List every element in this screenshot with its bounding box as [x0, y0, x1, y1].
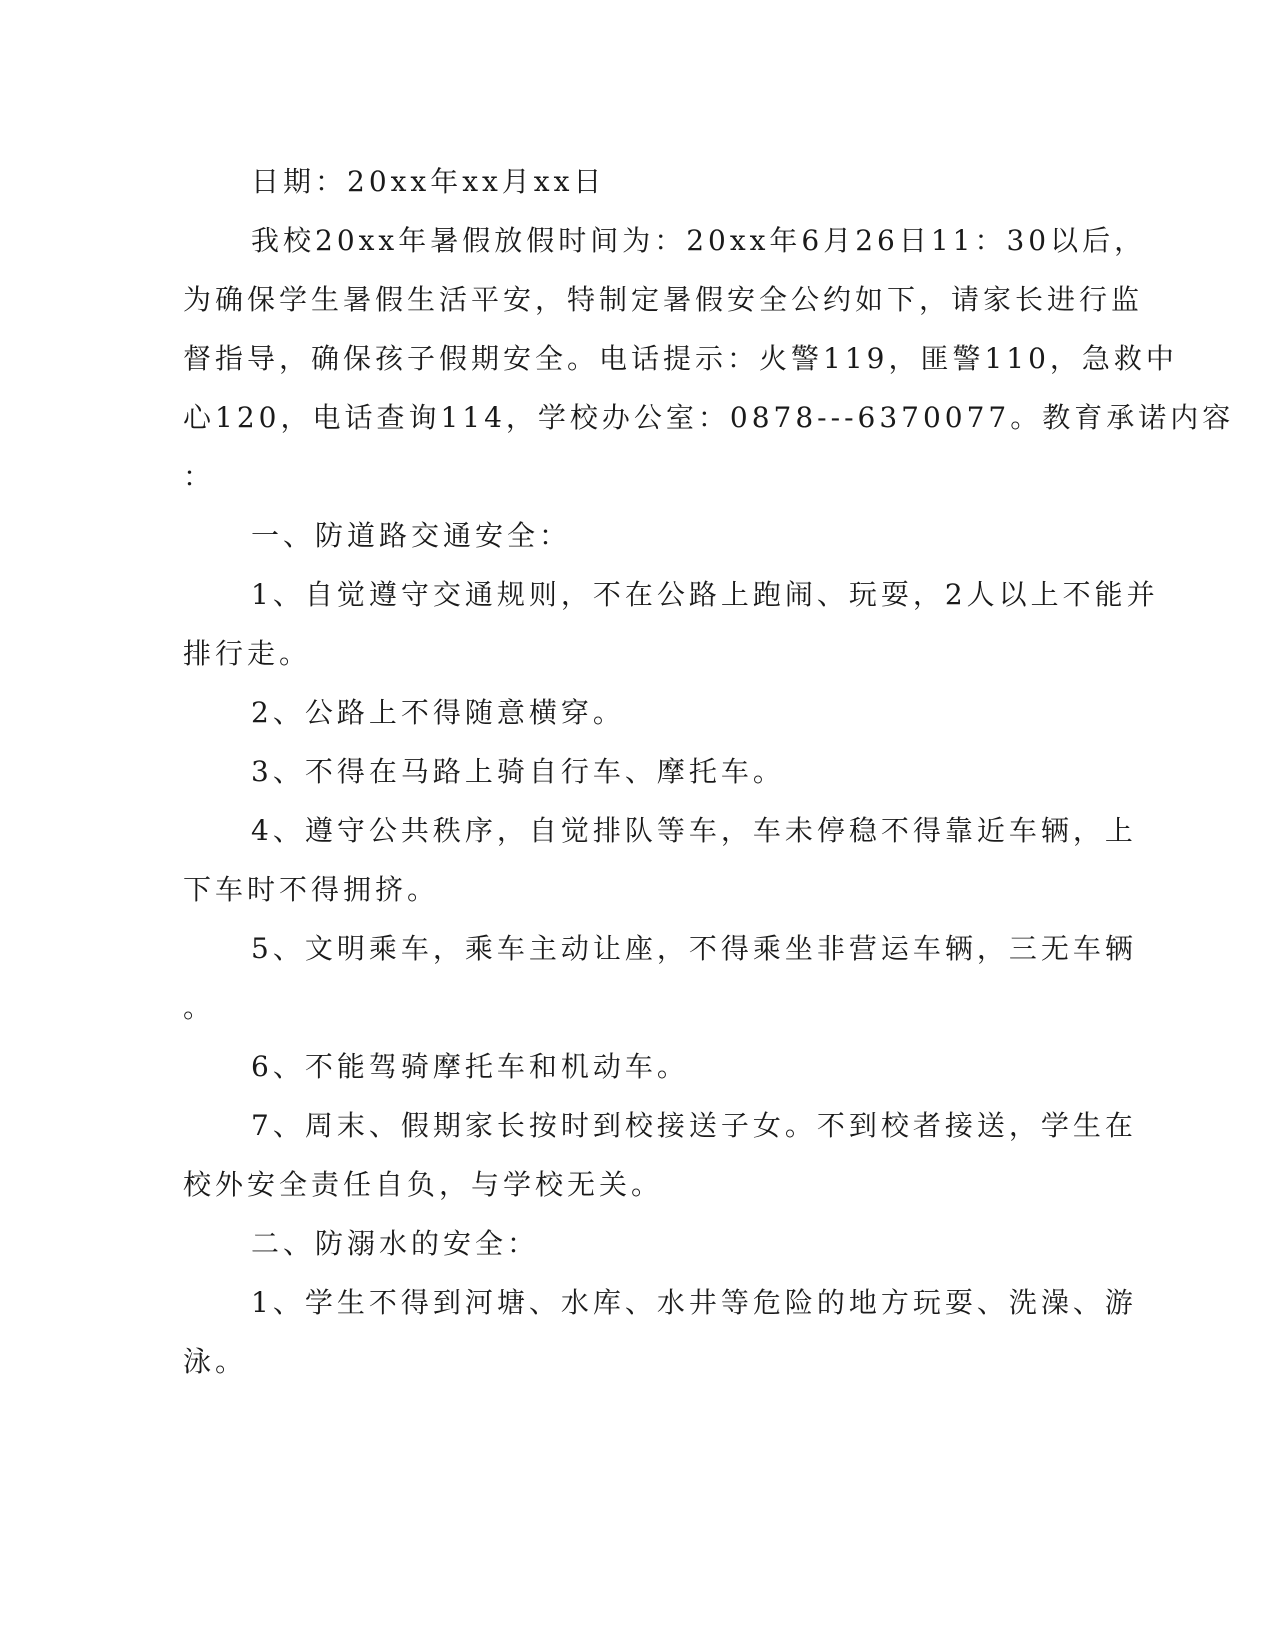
- text-line: 3、不得在马路上骑自行车、摩托车。: [251, 755, 785, 788]
- text-line: 5、文明乘车，乘车主动让座，不得乘坐非营运车辆，三无车辆: [251, 932, 1137, 965]
- text-line: 下车时不得拥挤。: [183, 873, 440, 906]
- text-line: 1、自觉遵守交通规则，不在公路上跑闹、玩耍，2人以上不能并: [251, 578, 1159, 611]
- text-line: 我校20xx年暑假放假时间为：20xx年6月26日11：30以后，: [251, 224, 1147, 257]
- section-heading: 一、防道路交通安全：: [251, 519, 572, 552]
- text-line: 泳。: [183, 1345, 248, 1378]
- text-line: 心120，电话查询114，学校办公室：0878---6370077。教育承诺内容: [183, 401, 1235, 434]
- text-line: 4、遵守公共秩序，自觉排队等车，车未停稳不得靠近车辆，上: [251, 814, 1137, 847]
- text-line: 。: [183, 991, 216, 1024]
- text-line: 日期：20xx年xx月xx日: [251, 165, 606, 198]
- text-line: 6、不能驾骑摩托车和机动车。: [251, 1050, 689, 1083]
- text-line: 排行走。: [183, 637, 312, 670]
- section-heading: 二、防溺水的安全：: [251, 1227, 540, 1260]
- document-body: [183, 152, 1235, 1391]
- text-line: 7、周末、假期家长按时到校接送子女。不到校者接送，学生在: [251, 1109, 1137, 1142]
- text-line: 为确保学生暑假生活平安，特制定暑假安全公约如下，请家长进行监: [183, 283, 1144, 316]
- text-line: ：: [183, 460, 216, 493]
- text-line: 2、公路上不得随意横穿。: [251, 696, 625, 729]
- text-line: 督指导，确保孩子假期安全。电话提示：火警119，匪警110，急救中: [183, 342, 1178, 375]
- text-line: 校外安全责任自负，与学校无关。: [183, 1168, 664, 1201]
- text-line: 1、学生不得到河塘、水库、水井等危险的地方玩耍、洗澡、游: [251, 1286, 1137, 1319]
